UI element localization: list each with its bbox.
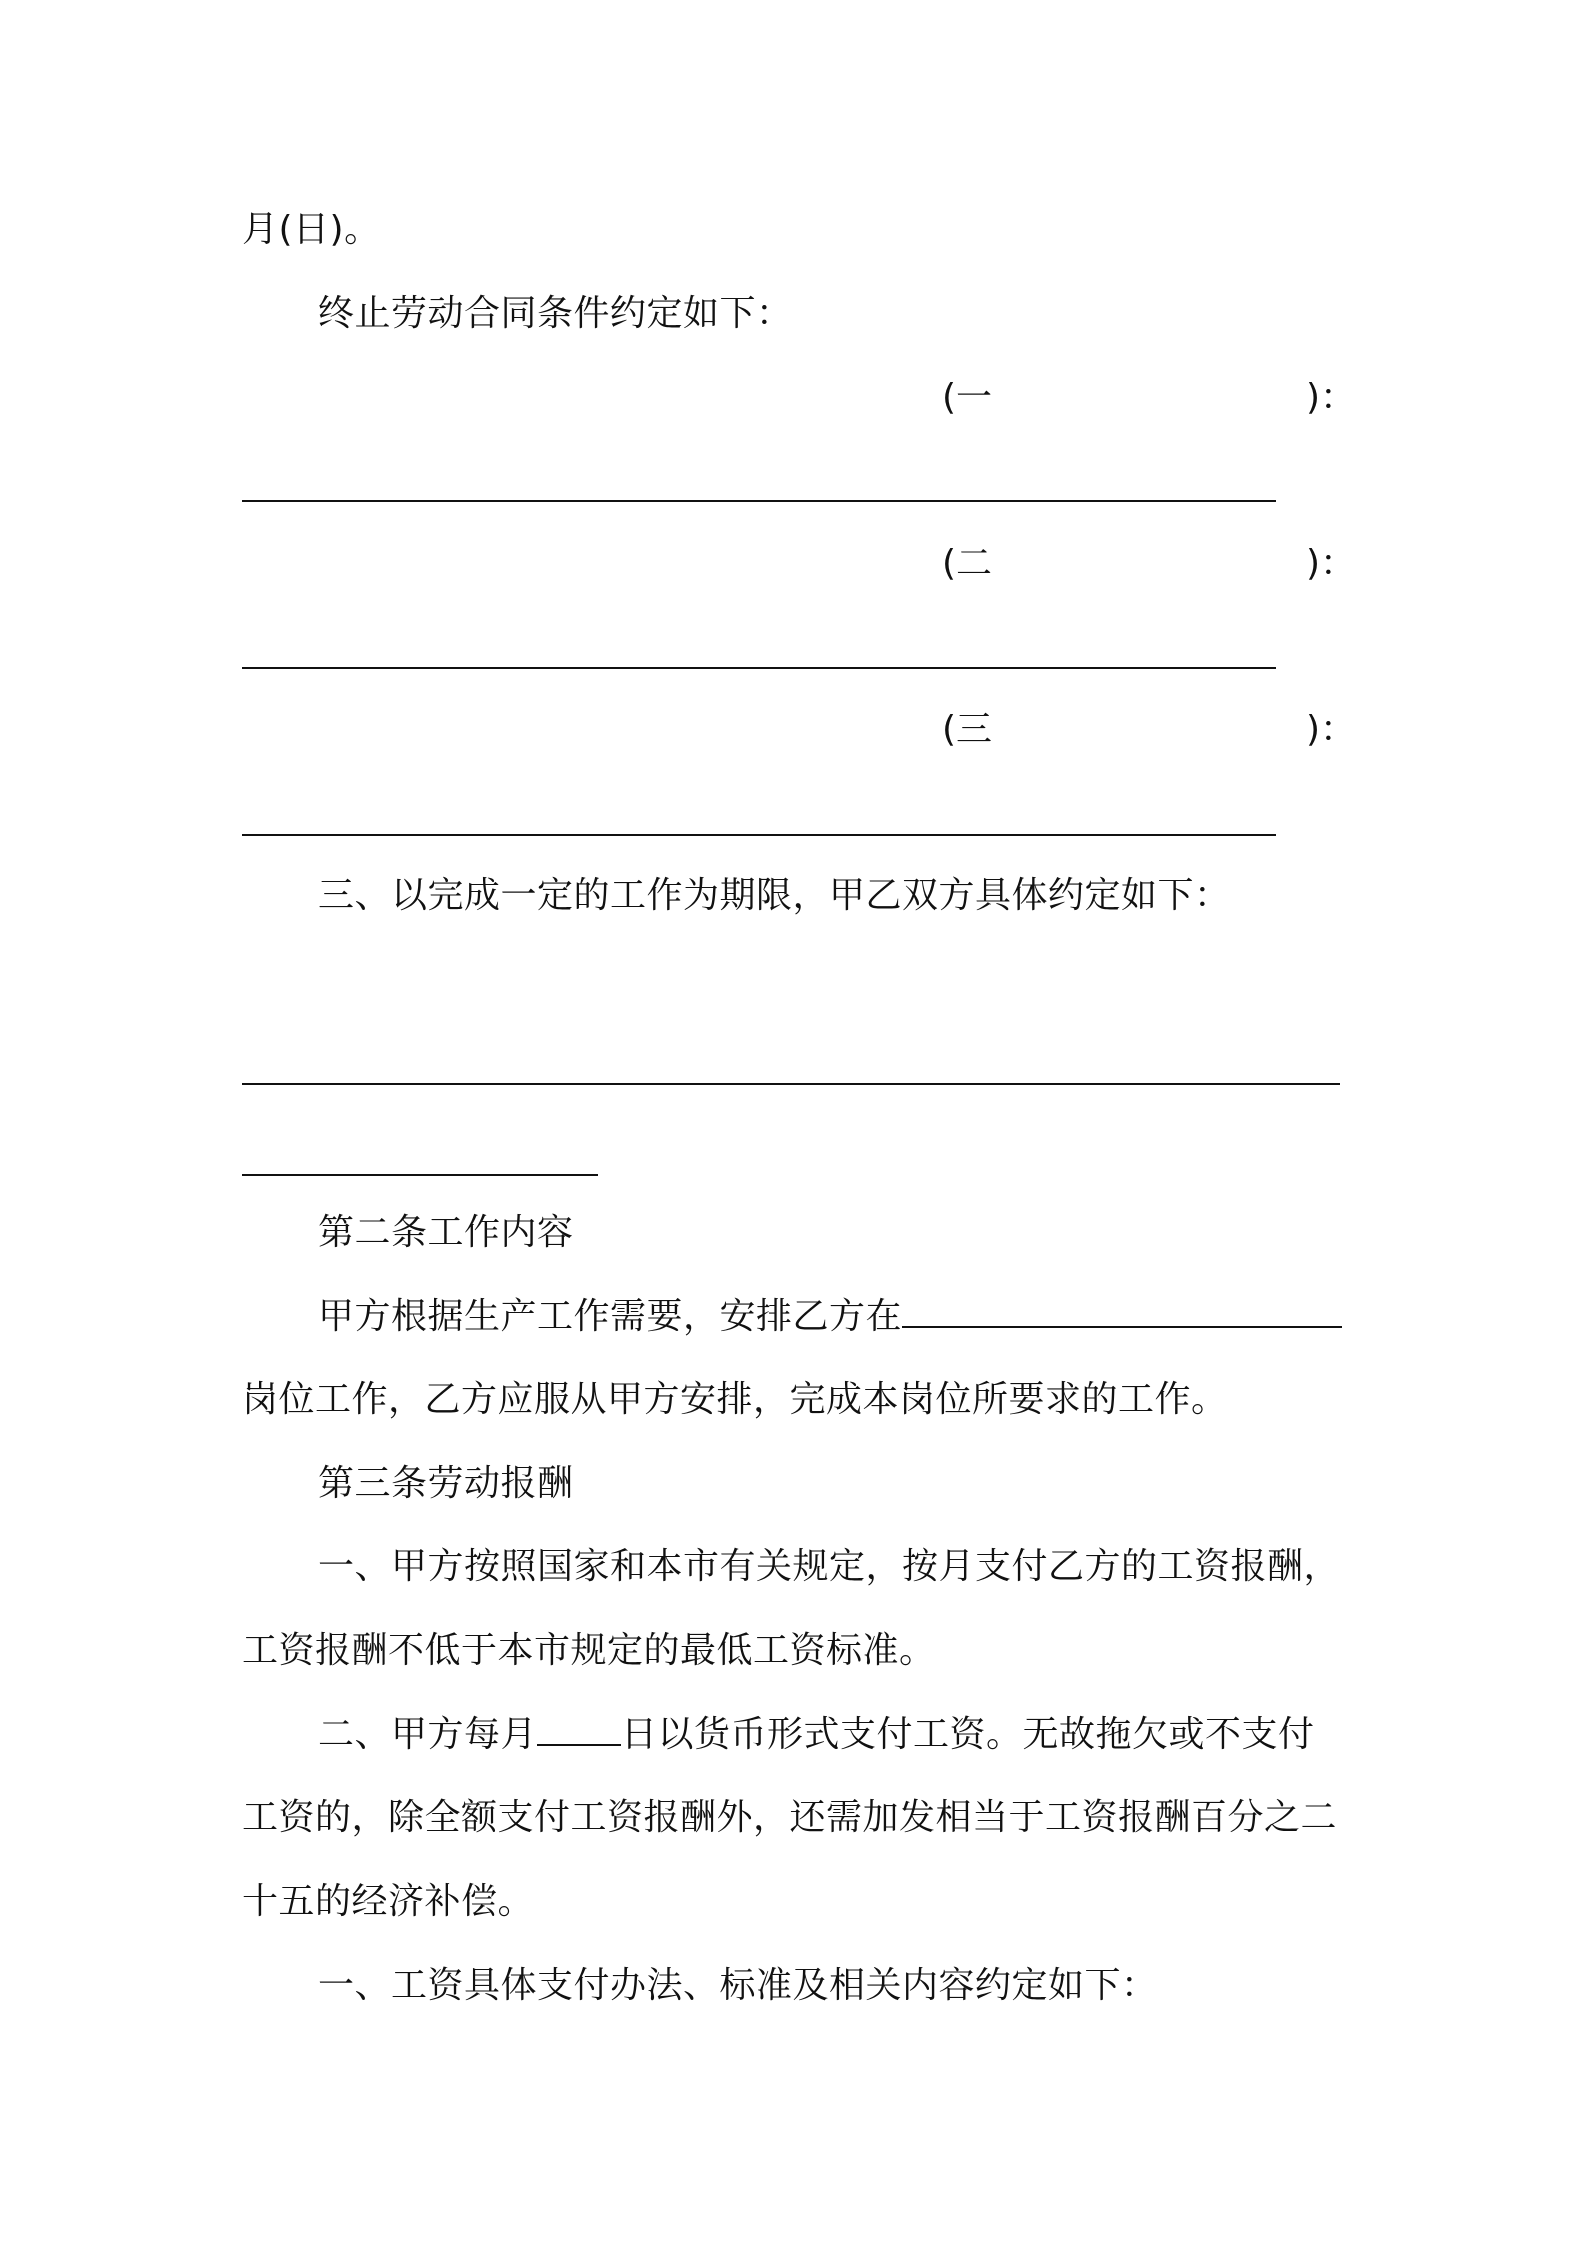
text-line: 工资的，除全额支付工资报酬外，还需加发相当于工资报酬百分之二 [242,1797,1338,1838]
text-line: 一、工资具体支付办法、标准及相关内容约定如下： [318,1965,1158,2006]
condition-3-open: (三 [942,709,993,750]
text-line: 十五的经济补偿。 [242,1881,535,1922]
job-position-blank[interactable] [902,1292,1342,1328]
job-position-text: 甲方根据生产工作需要，安排乙方在 [318,1296,903,1337]
condition-3-close: )： [1306,709,1357,750]
condition-1-close: )： [1306,377,1357,418]
job-position-line [318,1292,1342,1341]
termination-heading: 终止劳动合同条件约定如下： [318,293,793,334]
condition-2-close: )： [1306,543,1357,584]
work-term-fill-line-1[interactable] [242,1083,1340,1085]
article-2-heading: 第二条工作内容 [318,1212,574,1253]
work-term-fill-line-2[interactable] [242,1174,598,1176]
payday-blank[interactable] [537,1710,621,1746]
condition-3-fill-line[interactable] [242,834,1276,836]
text-line: 岗位工作，乙方应服从甲方安排，完成本岗位所要求的工作。 [242,1379,1228,1420]
payday-text-b: 日以货币形式支付工资。无故拖欠或不支付 [621,1714,1315,1755]
text-line: 月(日)。 [242,209,381,250]
condition-2-open: (二 [942,543,993,584]
payday-text-a: 二、甲方每月 [318,1714,538,1755]
text-line: 一、甲方按照国家和本市有关规定，按月支付乙方的工资报酬， [318,1546,1341,1587]
work-term-clause: 三、以完成一定的工作为期限，甲乙双方具体约定如下： [318,875,1231,916]
article-3-heading: 第三条劳动报酬 [318,1463,574,1504]
condition-1-open: (一 [942,377,993,418]
condition-1-fill-line[interactable] [242,500,1276,502]
condition-2-fill-line[interactable] [242,667,1276,669]
text-line: 工资报酬不低于本市规定的最低工资标准。 [242,1630,936,1671]
payday-line [318,1710,1315,1759]
